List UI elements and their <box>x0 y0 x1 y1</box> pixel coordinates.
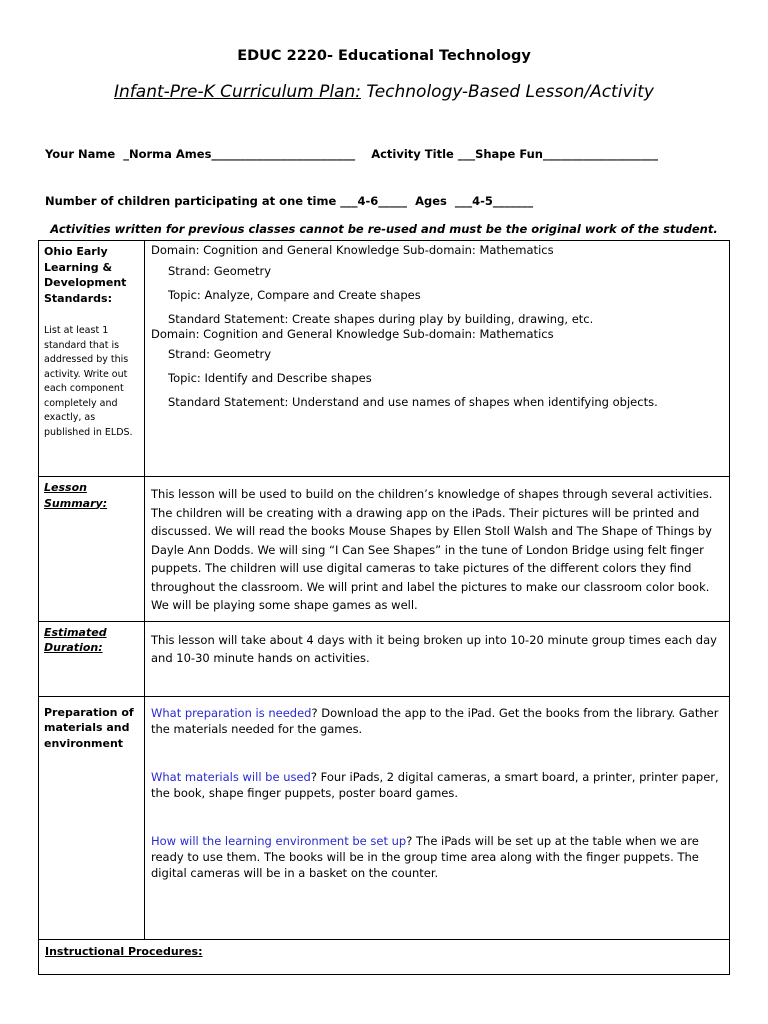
instructional-procedures-label: Instructional Procedures: <box>39 939 730 974</box>
preparation-answer-1: ? Download the app to the iPad. Get the books from the library. Gather the materials needed for the games. <box>151 705 719 736</box>
standard-2-domain: Domain: Cognition and General Knowledge Sub-domain: Mathematics <box>151 327 554 341</box>
preparation-content-cell <box>145 696 730 939</box>
duration-content-cell <box>145 621 730 696</box>
summary-text: This lesson will be used to build on the children’s knowledge of shapes through several activities. The children will be creating with a drawing app on the iPads. Their pictures will be printed and discussed. We will read the books Mouse Shapes by Ellen Stoll Walsh and The Shape of Things by Dayle Ann Dodds. We will sing “I Can See Shapes” in the tune of London Bridge using felt finger puppets. The children will use digital cameras to take pictures of the different colors they find throughout the classroom. We will print and label the pictures to make our classroom color book. We will be playing some shape games as well. <box>151 487 713 612</box>
lesson-plan-table <box>38 240 730 975</box>
plan-title-rest: Technology-Based Lesson/Activity <box>361 82 654 102</box>
standards-label-cell <box>39 241 145 477</box>
duration-row <box>39 621 730 696</box>
preparation-row <box>39 696 730 939</box>
standard-1-strand: Strand: Geometry <box>168 264 272 278</box>
preparation-label: Preparation of materials and environment <box>44 705 134 750</box>
standard-1-statement: Standard Statement: Create shapes during play by building, drawing, etc. <box>168 312 594 326</box>
standard-1-topic: Topic: Analyze, Compare and Create shapes <box>168 288 421 302</box>
standard-1-domain: Domain: Cognition and General Knowledge Sub-domain: Mathematics <box>151 243 554 257</box>
standards-list <box>151 242 723 414</box>
summary-label-cell <box>39 477 145 622</box>
children-ages-line: Number of children participating at one time ___4-6_____ Ages ___4-5_______ <box>45 194 534 208</box>
name-activity-line: Your Name _Norma Ames_________________________ Activity Title ___Shape Fun____________________ <box>45 147 658 161</box>
originality-notice: Activities written for previous classes cannot be re-used and must be the original work of the student. <box>50 222 718 236</box>
preparation-question-2: What materials will be used <box>151 769 311 784</box>
preparation-answer-3: ? The iPads will be set up at the table when we are ready to use them. The books will be in the group time area along with the finger puppets. The digital cameras will be in a basket on the counter. <box>151 833 699 880</box>
summary-content-cell <box>145 477 730 622</box>
standard-2-strand: Strand: Geometry <box>168 347 272 361</box>
duration-text: This lesson will take about 4 days with it being broken up into 10-20 minute group times each day and 10-30 minute hands on activities. <box>151 632 717 665</box>
summary-label: Lesson Summary: <box>44 481 108 510</box>
standards-note: List at least 1 standard that is addressed by this activity. Write out each component completely and exactly, as published in ELDS. <box>44 325 133 438</box>
plan-title <box>0 82 768 102</box>
preparation-answer-2: ? Four iPads, 2 digital cameras, a smart board, a printer, printer paper, the book, shape finger puppets, poster board games. <box>151 769 719 800</box>
plan-title-underlined: Infant-Pre-K Curriculum Plan: <box>114 82 361 102</box>
summary-row <box>39 477 730 622</box>
standards-row <box>39 241 730 477</box>
preparation-q2 <box>151 769 723 801</box>
standards-label: Ohio Early Learning & Development Standards: <box>44 245 127 305</box>
standard-2-topic: Topic: Identify and Describe shapes <box>168 371 372 385</box>
instructional-row <box>39 939 730 974</box>
standard-2-statement: Standard Statement: Understand and use names of shapes when identifying objects. <box>168 395 658 409</box>
preparation-label-cell <box>39 696 145 939</box>
course-title: EDUC 2220- Educational Technology <box>237 48 531 64</box>
preparation-question-1: What preparation is needed <box>151 705 312 720</box>
preparation-q3 <box>151 833 723 881</box>
duration-label-cell <box>39 621 145 696</box>
standards-content-cell <box>145 241 730 477</box>
preparation-question-3: How will the learning environment be set up <box>151 833 407 848</box>
preparation-q1 <box>151 705 723 737</box>
duration-label: Estimated Duration: <box>44 625 107 654</box>
